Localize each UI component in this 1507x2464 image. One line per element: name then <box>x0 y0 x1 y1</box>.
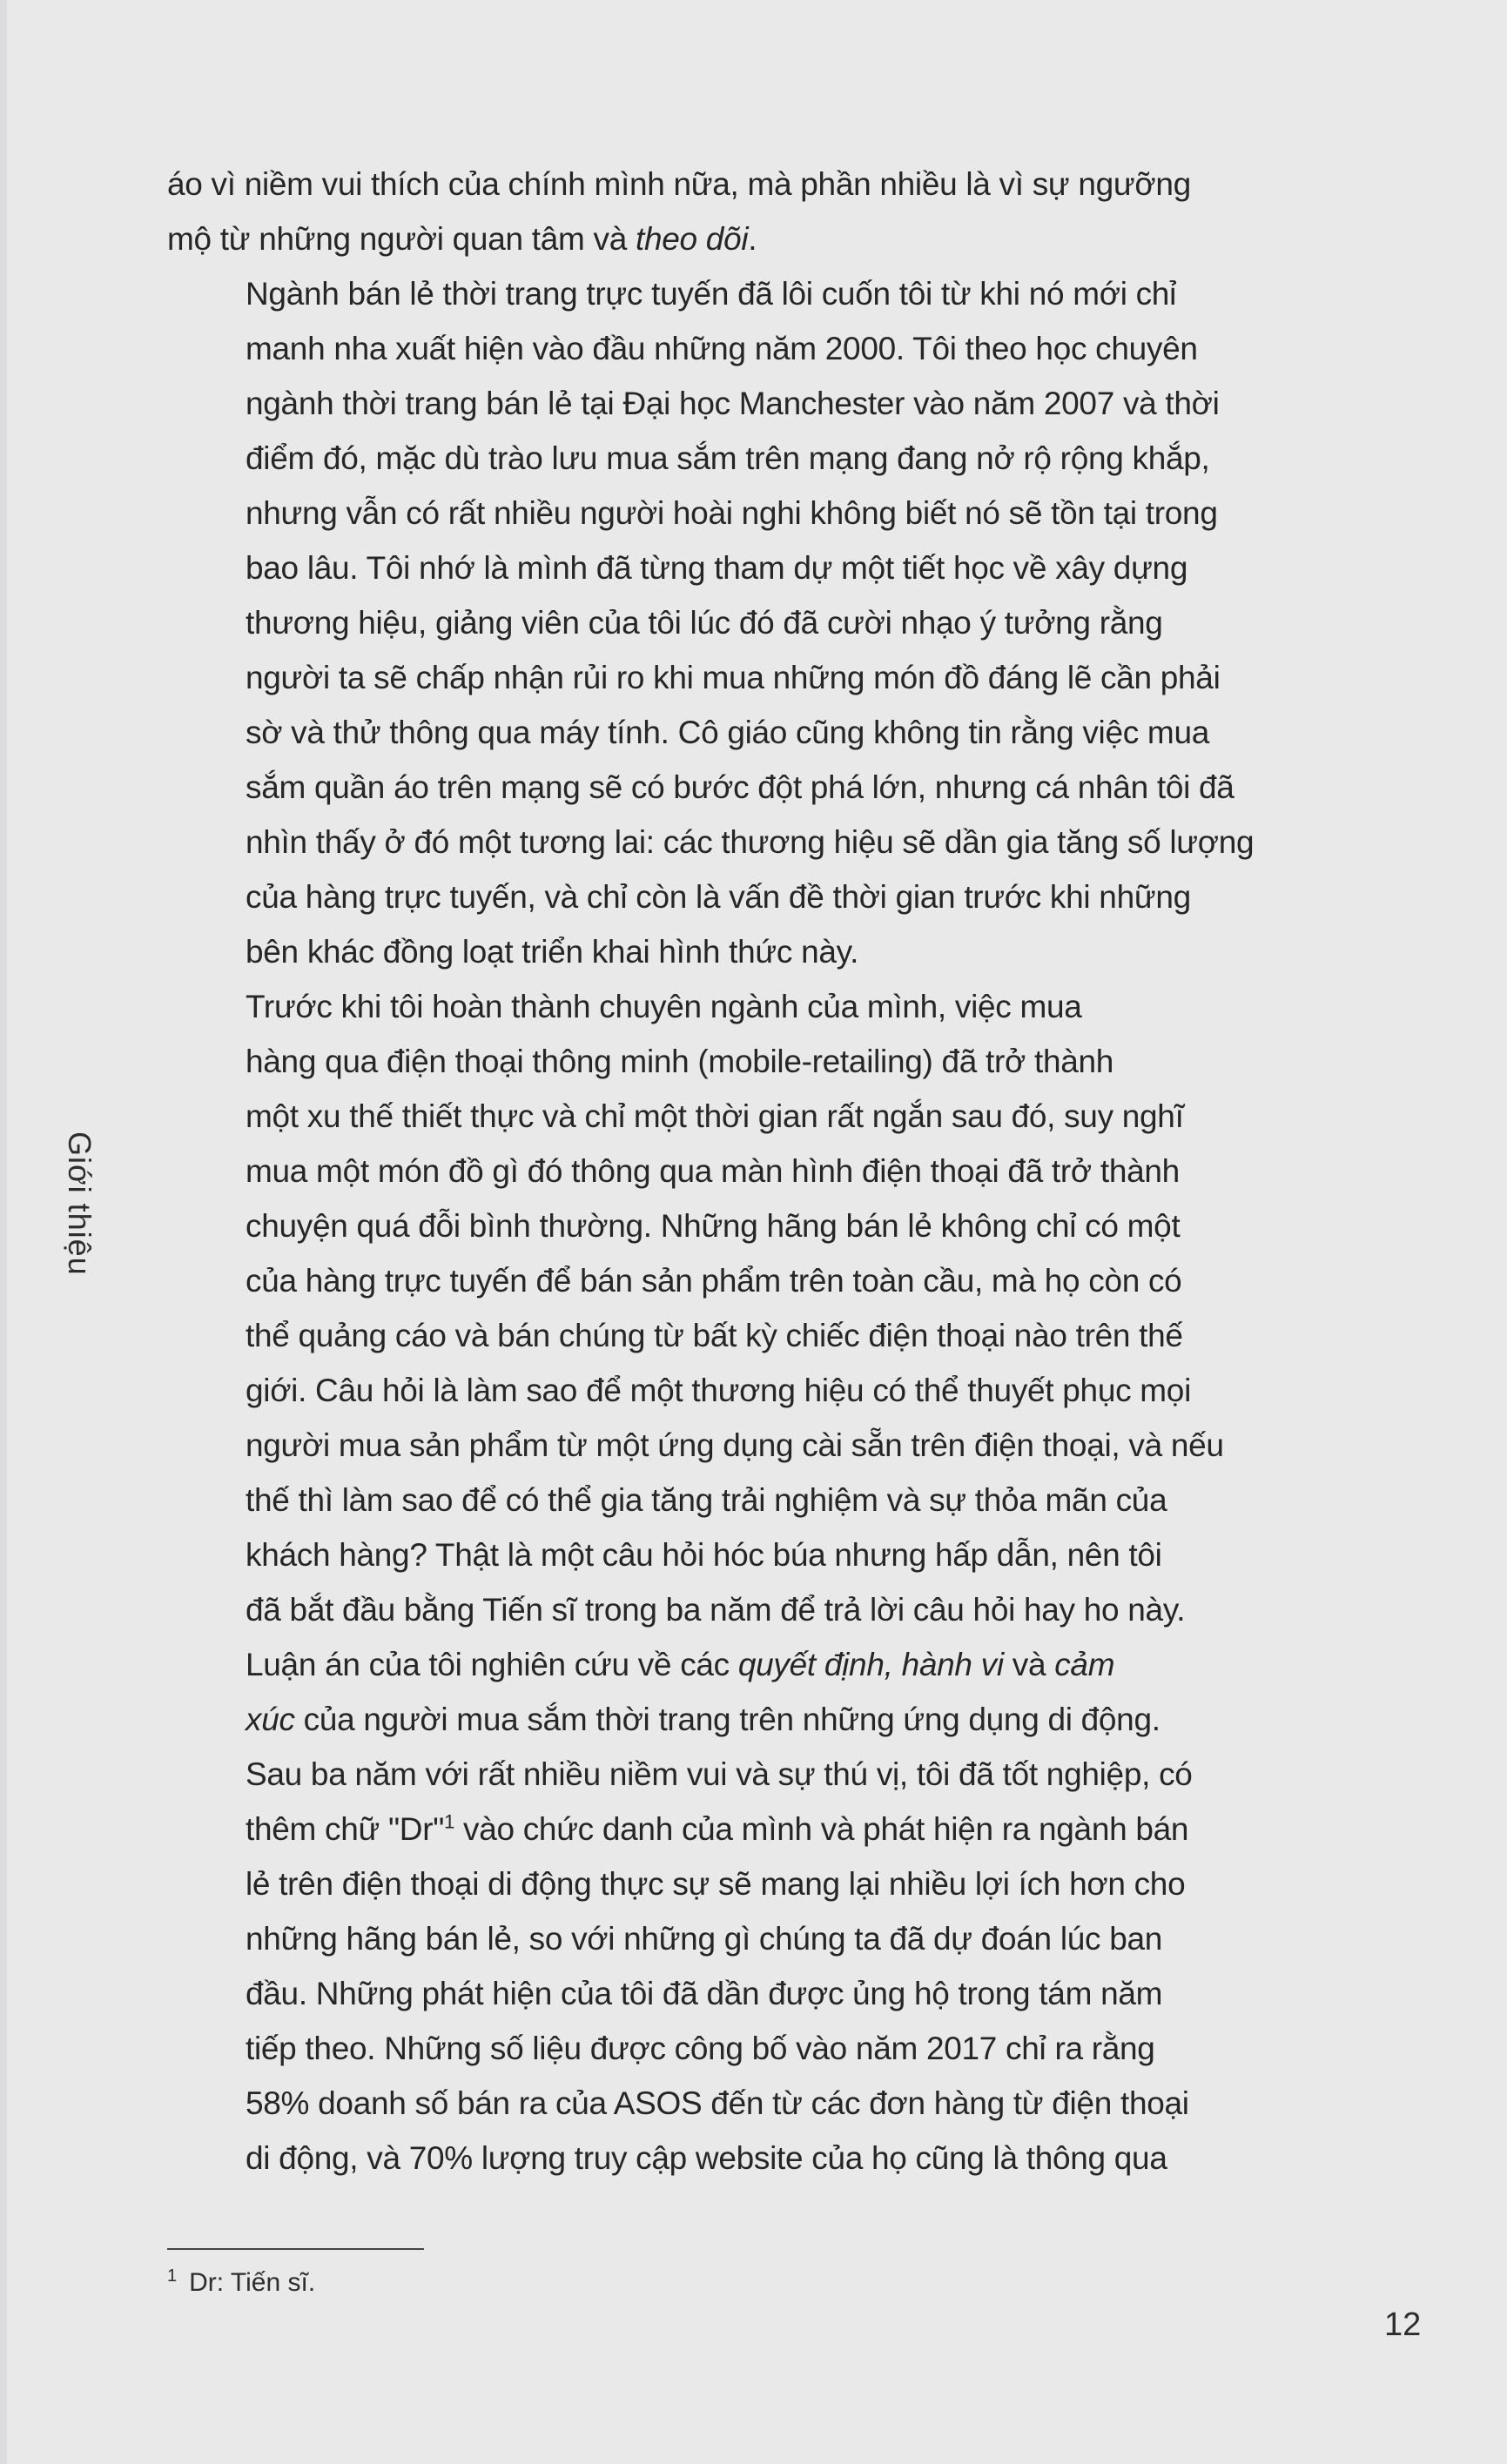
text-line: nhìn thấy ở đó một tương lai: các thương hiệu sẽ dần gia tăng số lượng <box>246 824 1255 860</box>
text-line: áo vì niềm vui thích của chính mình nữa, mà phần nhiều là vì sự ngưỡng <box>167 166 1191 202</box>
chapter-side-label: Giới thiệu <box>62 1131 98 1276</box>
page-edge-shadow <box>0 0 7 2464</box>
text-line: đầu. Những phát hiện của tôi đã dần được ủng hộ trong tám năm <box>246 1976 1163 2011</box>
text-line: lẻ trên điện thoại di động thực sự sẽ mang lại nhiều lợi ích hơn cho <box>246 1866 1186 1902</box>
text-run: Luận án của tôi nghiên cứu về các <box>246 1647 730 1682</box>
footnote-divider <box>167 2248 424 2250</box>
footnote <box>167 2258 315 2301</box>
text-line: một xu thế thiết thực và chỉ một thời gian rất ngắn sau đó, suy nghĩ <box>246 1098 1184 1134</box>
text-line: nhưng vẫn có rất nhiều người hoài nghi không biết nó sẽ tồn tại trong <box>246 495 1218 531</box>
text-line: bao lâu. Tôi nhớ là mình đã từng tham dự một tiết học về xây dựng <box>246 550 1188 586</box>
text-line: manh nha xuất hiện vào đầu những năm 2000. Tôi theo học chuyên <box>246 331 1198 366</box>
footnote-mark: 1 <box>167 2266 178 2286</box>
text-line: di động, và 70% lượng truy cập website của họ cũng là thông qua <box>246 2140 1167 2176</box>
footnote-text: Dr: Tiến sĩ. <box>189 2268 316 2297</box>
text-line: Sau ba năm với rất nhiều niềm vui và sự thú vị, tôi đã tốt nghiệp, có <box>246 1756 1193 1792</box>
text-line: 58% doanh số bán ra của ASOS đến từ các đơn hàng từ điện thoại <box>246 2085 1189 2121</box>
italic-text: cảm <box>1054 1647 1115 1682</box>
text-line: thương hiệu, giảng viên của tôi lúc đó đã cười nhạo ý tưởng rằng <box>246 605 1163 641</box>
text-line: khách hàng? Thật là một câu hỏi hóc búa nhưng hấp dẫn, nên tôi <box>246 1537 1162 1573</box>
text-line <box>167 211 1273 266</box>
text-line: sờ và thử thông qua máy tính. Cô giáo cũng không tin rằng việc mua <box>246 715 1210 750</box>
text-line: của hàng trực tuyến, và chỉ còn là vấn đề thời gian trước khi những <box>246 879 1191 915</box>
paragraph-2 <box>167 266 1273 979</box>
text-line <box>167 1802 1273 1856</box>
text-run: vào chức danh của mình và phát hiện ra ngành bán <box>463 1811 1189 1847</box>
text-line: đã bắt đầu bằng Tiến sĩ trong ba năm để trả lời câu hỏi hay ho này. <box>246 1592 1186 1628</box>
page-number: 12 <box>1384 2306 1422 2343</box>
text-line: người mua sản phẩm từ một ứng dụng cài sẵn trên điện thoại, và nếu <box>246 1427 1224 1463</box>
text-line: Ngành bán lẻ thời trang trực tuyến đã lôi cuốn tôi từ khi nó mới chỉ <box>246 276 1177 312</box>
text-run: mộ từ những người quan tâm và <box>167 221 627 257</box>
main-text <box>167 157 1273 2185</box>
text-run: của người mua sắm thời trang trên những ứng dụng di động. <box>303 1702 1161 1737</box>
text-line: điểm đó, mặc dù trào lưu mua sắm trên mạng đang nở rộ rộng khắp, <box>246 440 1210 476</box>
text-line: chuyện quá đỗi bình thường. Những hãng bán lẻ không chỉ có một <box>246 1208 1181 1244</box>
text-run: . <box>748 221 757 257</box>
text-line: hàng qua điện thoại thông minh (mobile-retailing) đã trở thành <box>246 1044 1114 1079</box>
paragraph-3 <box>167 979 1273 1637</box>
text-line: sắm quần áo trên mạng sẽ có bước đột phá lớn, nhưng cá nhân tôi đã <box>246 769 1235 805</box>
text-line: những hãng bán lẻ, so với những gì chúng ta đã dự đoán lúc ban <box>246 1921 1163 1957</box>
text-line <box>167 1692 1273 1747</box>
italic-text: quyết định, hành vi <box>737 1647 1004 1682</box>
text-line: của hàng trực tuyến để bán sản phẩm trên toàn cầu, mà họ còn có <box>246 1263 1182 1299</box>
text-line: mua một món đồ gì đó thông qua màn hình điện thoại đã trở thành <box>246 1153 1180 1189</box>
text-line <box>167 1637 1273 1692</box>
footnote-reference[interactable]: 1 <box>444 1810 455 1833</box>
text-line: Trước khi tôi hoàn thành chuyên ngành của mình, việc mua <box>246 989 1082 1024</box>
text-run: thêm chữ "Dr" <box>246 1811 445 1847</box>
text-line: giới. Câu hỏi là làm sao để một thương hiệu có thể thuyết phục mọi <box>246 1373 1191 1408</box>
text-line: ngành thời trang bán lẻ tại Đại học Manchester vào năm 2007 và thời <box>246 386 1220 421</box>
italic-text: xúc <box>246 1702 295 1737</box>
paragraph-4 <box>167 1637 1273 2185</box>
paragraph-1 <box>167 157 1273 266</box>
text-line: người ta sẽ chấp nhận rủi ro khi mua những món đồ đáng lẽ cần phải <box>246 660 1221 695</box>
text-line: thể quảng cáo và bán chúng từ bất kỳ chiếc điện thoại nào trên thế <box>246 1318 1183 1353</box>
text-line: thế thì làm sao để có thể gia tăng trải nghiệm và sự thỏa mãn của <box>246 1482 1167 1518</box>
italic-text: theo dõi <box>635 221 749 257</box>
text-line: tiếp theo. Những số liệu được công bố vào năm 2017 chỉ ra rằng <box>246 2031 1155 2066</box>
text-run: và <box>1012 1647 1046 1682</box>
text-line: bên khác đồng loạt triển khai hình thức này. <box>246 934 859 970</box>
